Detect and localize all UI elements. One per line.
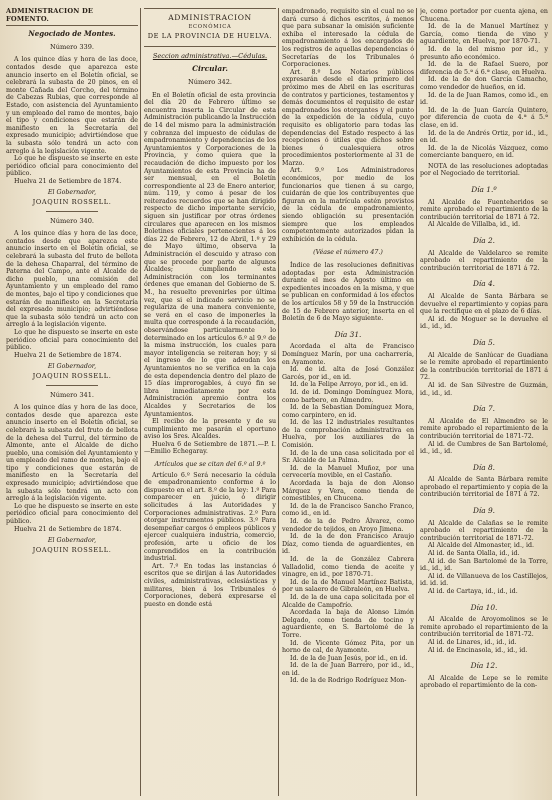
notice-body: Lo que he dispuesto se inserte en este periódico oficial para conocimiento del público. xyxy=(6,502,138,526)
day-heading: Día 2. xyxy=(472,236,496,246)
resolution-entry: Id. de la de Juan Ramos, como id., en id. xyxy=(420,91,548,107)
notice-body: El recibo de la presente y de su cumplimiento me pasarán el oportuno aviso los Sres. Alcaldes. xyxy=(144,418,276,441)
resolution-entry: Id. de la de Rodrigo Rodríguez Mon- xyxy=(290,677,407,685)
resolution-entry: Id. de la de Juan García Quintero, por diferencia de cuota de 4.ª á 5.ª clase, en id. xyxy=(420,106,548,129)
notice-date: Huelva 21 de Setiembre de 1874. xyxy=(14,177,122,185)
resolution-entry: Al id. de San Silvestre de Guzmán, id., id., id. xyxy=(420,381,548,397)
signature-name: JOAQUIN ROSSELL. xyxy=(32,198,112,207)
resolution-entry: Acordada la baja de Alonso Limón Delgado, como tienda de tocino y aguardiente, en S. Bartolomé de la Torre. xyxy=(282,609,414,639)
resolution-entry: Al Alcalde de Santa Bárbara se devuelve el repartimiento y copias para que la rectifique en el plazo de 6 días. xyxy=(420,293,548,316)
day-heading: Día 1.º xyxy=(471,185,497,195)
day-heading: Día 4. xyxy=(472,279,496,289)
resolution-entry: Al Alcalde de Calañas se le remite aprobado el repartimiento de la contribución territorial de 1871-72. xyxy=(420,519,548,542)
separator xyxy=(46,385,99,386)
section-masthead-title: ADMINISTRACION xyxy=(168,13,252,22)
resolution-entry: Al id. de San Bartolomé de la Torre, id., id., id. xyxy=(420,557,548,573)
resolution-entry: Al id. de Encinasola, id., id., id. xyxy=(428,646,528,654)
section-masthead-subtitle: ECONÓMICA xyxy=(188,23,232,30)
resolution-entry: Al Alcalde de Lepe se le remite aprobado el repartimiento de la con- xyxy=(420,674,548,690)
resolution-entry: Id. de la de Pedro Álvarez, como vendedor de tejidos, en Aroyo Jimena. xyxy=(282,518,414,533)
signature-name: JOAQUIN ROSSELL. xyxy=(32,545,112,554)
column-3 xyxy=(282,8,414,796)
signature-title: El Gobernador, xyxy=(47,363,97,371)
notice-number: Número 342. xyxy=(187,77,233,86)
column-divider xyxy=(416,8,417,796)
notice-number: Número 340. xyxy=(49,216,95,225)
notice-number: Número 339. xyxy=(49,42,95,51)
resolution-entry: Id. de la de Nicolás Vázquez, como comerciante banquero, en id. xyxy=(420,144,548,160)
column-4 xyxy=(420,8,548,796)
article-text: Art. 9.º Los Administradores económicos, por medio de los funcionarios que tienen á su cargo, cuidarán de que los contribuyentes que figuran en la matrícula estén provistos de la cédula de empadronamiento, siendo obligación su presentación siempre que los empleados competentemente autorizados pidan la exhibición de la cédula. xyxy=(282,167,414,243)
resolution-entry: Id. de Vicente Gómez Pita, por un horno de cal, de Ayamonte. xyxy=(282,639,414,655)
column-divider xyxy=(140,8,141,796)
notice-body: Lo que he dispuesto se inserte en este periódico oficial para conocimiento del público. xyxy=(6,328,138,352)
column-divider xyxy=(278,8,279,796)
resolution-entry: Id. de la de Francisco Sancho Franco, como id., en id. xyxy=(282,502,414,518)
resolution-entry: Al Alcalde de Fuenteheridos se remite aprobado el repartimiento de la contribución territorial de 1871 á 72. xyxy=(420,198,548,221)
notice-date: Huelva 6 de Setiembre de 1871.—P. I.—Emilio Echegaray. xyxy=(144,440,276,456)
resolution-entry: Acordada la baja de don Alonso Márquez y Vera, como tienda de comestibles, en Chucena. xyxy=(282,480,414,503)
notice-date: Huelva 21 de Setiembre de 1874. xyxy=(14,351,122,359)
notice-body: En el Boletín oficial de esta provincia del día 20 de Febrero último se encuentra inserta la Circular de esta Administración publicando la Instrucción de 14 del mismo para la administración y cobranza del impuesto de cédulas de empadronamiento y dependencias de los Ayuntamientos y Corporaciones de la Provincia, y como quiera que la recaudación de dicho impuesto por los Ayuntamientos de esta Provincia ha de ser mensual, en el Boletín correspondiente al 23 de Enero anterior, núm. 119, y como á pesar de los reiterados recuerdos que se han dirigido respecto de dicho importante servicio, siguen sin justificar por otras órdenes circulares que aparecen en los mismos Boletines oficiales pertenecientes á los días 22 de Febrero, 12 de Abril, 1.º y 29 de Mayo último, observa la Administración el descuido y atraso con que se procede por parte de algunos Alcaldes; cumpliendo esta Administración con los terminantes órdenes que emanan del Gobierno de S. M., ha resuelto prevenirles por última vez, que si el indicado servicio no se regulariza de una manera conveniente, se verá en el caso de imponerles la multa que corresponde á la recaudación, observándose particularmente lo determinado en los artículos 6.º al 9.º de la misma instrucción, los cuales para mayor inteligencia se reiteran hoy; y si el ingreso de lo que adeudan los Ayuntamientos no se verifica en la caja de esta dependencia dentro del plazo de 15 días improrogables, á cuyo fin se libra inmediatamente por esta Administración apremio contra los Alcaldes y Secretarios de los Ayuntamientos. xyxy=(144,91,276,418)
resolution-entry: Id. de la de Manuel Martínez Batista, por un salaero de Gibraleón, en Huelva. xyxy=(282,578,414,594)
cross-reference: (Véase el número 47.) xyxy=(313,249,383,257)
article-text: empadronado, requisito sin el cual no se dará curso á dichos escritos, á menos que para subsanar la omisión suficiente exhiba el interesado la cédula de empadronamiento á los encargados de los registros de aquellas dependencias ó Secretarías de los Tribunales ó Corporaciones. xyxy=(282,8,414,69)
resolution-entry: Al id. de Cumbres de San Bartolomé, id., id., id. xyxy=(420,440,548,456)
day-heading: Día 5. xyxy=(472,337,496,347)
index-intro: Índice de las resoluciones definitivas adoptadas por esta Administración durante el mes de Agosto último en expedientes incoados en la misma, y que se publican en conformidad á los efectos de los artículos 58 y 59 de la Instrucción de 15 de Febrero anterior, inserta en el Boletín de 6 de Mayo siguiente. xyxy=(282,262,414,323)
section-masthead-province: DE LA PROVINCIA DE HUELVA. xyxy=(147,32,273,41)
resolution-entry: Id. de id. Domingo Domínguez Mora, como barbero, en Almendro. xyxy=(282,388,414,404)
signature-name: JOAQUIN ROSSELL. xyxy=(32,371,112,380)
resolution-entry: Al Alcalde del Almonaster, id., id. xyxy=(428,542,534,550)
notice-body: A los quince días y hora de las doce, contados desde que aparezca este anuncio inserto en el Boletín oficial, se celebrará la subasta del fruto de bellota de la dehesa Chaparral, del término de Paterna del Campo, ante el Alcalde de dicho pueblo, una comisión del Ayuntamiento y un empleado del ramo de montes, bajo el tipo y condiciones que estarán de manifiesto en la Secretaría del expresado municipio; advirtiéndose que la subasta sólo tendrá un acto con arreglo á la legislación vigente. xyxy=(6,230,138,329)
notice-number: Número 341. xyxy=(49,390,95,399)
resolution-entry: Al Alcalde de Sanlúcar de Guadiana se le remite aprobado el repartimiento de la contribución territorial de 1871 á 72. xyxy=(420,351,548,382)
resolution-entry: Al Alcalde de Valdelarco se remite aprobado el repartimiento de la contribución territorial de 1871 á 72. xyxy=(420,249,548,272)
column-1 xyxy=(6,8,138,796)
resolution-entry: Al id. de Linares, id., id., id. xyxy=(428,638,517,646)
resolution-entry: Id. de la de una casa solicitada por el Sr. Alcalde de La Palma. xyxy=(282,449,414,465)
resolution-entry: Al Alcalde de Aroyomolinos se le remite aprobado el repartimiento de la contribución territorial de 1871-72. xyxy=(420,616,548,639)
resolution-entry: je, como portador por cuenta ajena, en Chucena. xyxy=(420,8,548,23)
column-2 xyxy=(144,8,276,796)
day-heading: Día 10. xyxy=(470,602,498,612)
resolution-entry: Id. de las 12 industriales resultantes de la comprobación administrativa en Huelva, por los auxiliares de la Comisión. xyxy=(282,419,414,450)
resolution-entry: Id. de la de González Cabrera Valladolid, como tienda de aceite y vinagre, en id., por 1870-71. xyxy=(282,555,414,579)
resolution-entry: Id. de la de Manuel Martínez y García, como tienda de vino y aguardiente, en Huelva, por 1870-71. xyxy=(420,23,548,46)
resolution-entry: Id. de la de una capa solicitada por el Alcalde de Campofrío. xyxy=(282,593,414,609)
day-heading: Día 7. xyxy=(472,404,496,414)
notice-body: A los quince días y hora de las doce, contados desde que aparezca este anuncio inserto en el Boletín oficial, se celebrará la subasta del fruto de bellota de la dehesa del Turrul, del término de Almonte, ante el Alcalde de dicho pueblo, una comisión del Ayuntamiento y un empleado del ramo de montes, bajo el tipo y condiciones que estarán de manifiesto en la Secretaría del expresado municipio; advirtiéndose que la subasta sólo tendrá un acto con arreglo á la legislación vigente. xyxy=(6,404,138,503)
resolution-entry: Id. de id. alta de José González Garcés, por id., en id. xyxy=(282,366,414,381)
article-text: Art. 8.º Los Notarios públicos expresarán desde el día primero del próximo mes de Abril en las escrituras de contratos y particiones, testamentos y demás documentos el requisito de estar empadronados los otorgantes y el punto de la expedición de la cédula, cuyo requisito es obligatorio para todas las dependencias del Estado respecto á las recepciones ó útiles que dichos sobre bienes ó cualesquiera otros procedimientos posteriormente al 31 de Marzo. xyxy=(282,68,414,167)
resolution-entry: Al id. de Santa Olalla, id., id. xyxy=(428,550,520,558)
resolution-entry: Al Alcalde de Santa Bárbara remite aprobado el repartimiento y copia de la contribución territorial de 1871 á 72. xyxy=(420,476,548,499)
resolution-entry: Al id. de Villanueva de los Castillejos, id. id. id. xyxy=(420,572,548,588)
section-title: Seccion administrativa.—Cédulas. xyxy=(152,51,268,60)
resolution-entry: Id. de la Felipe Arroyo, por id., en id. xyxy=(290,381,409,389)
notice-date: Huelva 21 de Setiembre de 1874. xyxy=(14,525,122,533)
day-heading: Día 31. xyxy=(334,329,362,339)
note-heading: NOTA de las resoluciones adoptadas por el Negociado de territorial. xyxy=(420,162,548,178)
signature-title: El Gobernador, xyxy=(47,189,97,197)
running-header: ADMINISTRACION DE FOMENTO. xyxy=(6,8,138,26)
resolution-entry: Id. de la Manuel Muñoz, por una cervecería movible, en el Castaño. xyxy=(282,464,414,480)
day-heading: Día 8. xyxy=(472,462,496,472)
article-text: Art. 7.º En todas las instancias ó escritos que se dirijan á las Autoridades civiles, administrativas, eclesiásticas y militares, bien á los Tribunales ó Corporaciones, deberá expresarse el puesto en donde está xyxy=(144,562,276,608)
resolution-entry: Id. de la de Andrés Ortiz, por id., id., en id. xyxy=(420,129,548,145)
resolution-entry: Id. de la de don García Camacho, como vendedor de hueños, en id. xyxy=(420,76,548,91)
resolution-entry: Id. de la de Juan Jesús, por id., en id. xyxy=(290,654,408,662)
notice-body: Lo que he dispuesto se inserte en este periódico oficial para conocimiento del público. xyxy=(6,155,138,178)
resolution-entry: Acordada el alta de Francisco Domínguez Marín, por una cacharrería, en Ayamonte. xyxy=(282,343,414,366)
section-masthead xyxy=(144,8,276,47)
day-heading: Día 12. xyxy=(470,661,498,671)
articles-heading: Artículos que se citan del 6.º al 9.º xyxy=(154,461,266,469)
resolution-entry: Al id. de Moguer se le devuelve el id., id., id. xyxy=(420,315,548,331)
resolution-entry: Id. de la de Juan Barrero, por id., id., en id. xyxy=(282,662,414,677)
resolution-entry: Id. de la de don Francisco Araujo Díaz, como tienda de aguardientes, en id. xyxy=(282,533,414,556)
resolution-entry: Al Alcalde de Villalba, id., id. xyxy=(428,221,521,229)
article-text: Artículo 6.º Será necesario la cédula de empadronamiento conforme á lo dispuesto en el art. 8.º de la ley: 1.º Para comparecer en juicio, ó dirigir solicitudes á las Autoridades y Corporaciones administrativas. 2.º Para otorgar instrumentos públicos. 3.º Para desempeñar cargos ó empleos públicos y ejercer cualquiera industria, comercio, profesión, arte u oficio de los comprendidos en la contribución industrial. xyxy=(144,471,276,563)
section-title: Negociado de Montes. xyxy=(28,29,116,39)
resolution-entry: Al Alcalde de El Almendro se le remite aprobado el repartimiento de la contribución territorial de 1871-72. xyxy=(420,417,548,440)
circular-title: Circular. xyxy=(192,64,228,74)
resolution-entry: Id. de la del mismo por id., y presunto año económico. xyxy=(420,45,548,61)
notice-body: A los quince días y hora de las doce, contados desde que aparezca este anuncio inserto en el Boletín oficial, se celebrará la subasta de 20 pinos, en el monte Cañada del Corcho, del término de Cabezas Rubias, que corresponde al Estado, con asistencia del Ayuntamiento y un empleado del ramo de montes, bajo el tipo y condiciones que estarán de manifiesto en la Secretaría del expresado municipio; advirtiéndose que la subasta sólo tendrá un acto con arreglo á la legislación vigente. xyxy=(6,56,138,155)
resolution-entry: Al id. de Cartaya, id., id., id. xyxy=(428,588,518,595)
signature-title: El Gobernador, xyxy=(47,537,97,545)
resolution-entry: Id. de la Sebastian Domínguez Mora, como carpintero, en id. xyxy=(282,404,414,419)
day-heading: Día 9. xyxy=(472,506,496,516)
separator xyxy=(46,211,99,212)
resolution-entry: Id. de la de Rafael Suero, por diferencia de 5.ª á 6.ª clase, en Huelva. xyxy=(420,61,548,76)
